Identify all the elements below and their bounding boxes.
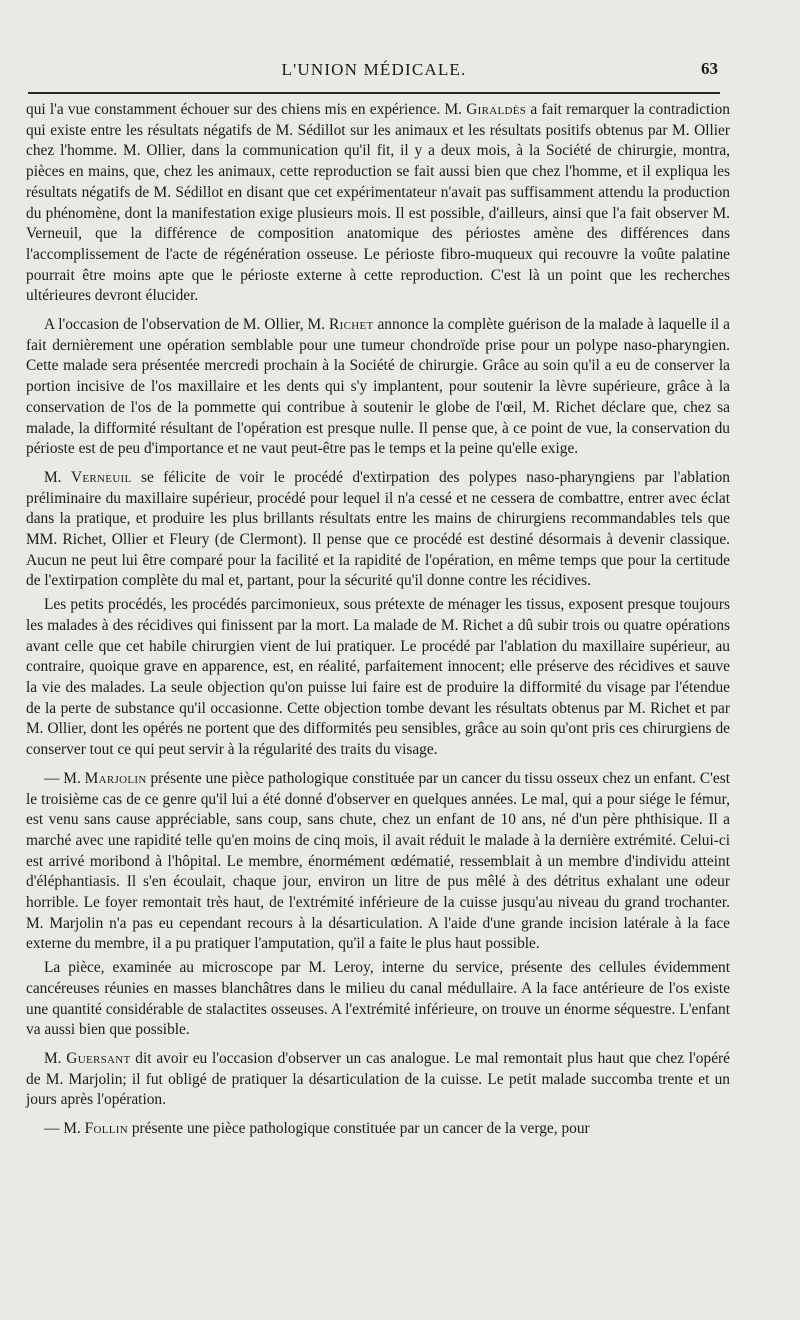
paragraph xyxy=(26,468,730,592)
paragraph xyxy=(26,769,730,955)
paragraph xyxy=(26,958,730,1041)
paragraph-text: présente une pièce pathologique constituée par un cancer du tissu osseux chez un enfant. C'est le troisième cas de ce genre qu'il lui a été donné d'observer en quelques années. Le mal, qui a pour siége le fémur, est venu sans cause appréciable, sans coup, sans chute, chez un enfant de 10 ans, né d'un père phthisique. Il a marché avec une rapidité telle qu'en moins de cinq mois, il avait réduit le malade à la dernière extrémité. Celui-ci est arrivé moribond à l'hôpital. Le membre, énormément œdématié, ressemblait à un membre d'individu atteint d'éléphantiasis. Il s'en écoulait, chaque jour, environ un litre de pus mêlé à des détritus exhalant une odeur horrible. Le foyer remontait très haut, de l'extrémité inférieure de la cuisse jusqu'au niveau du grand trochanter. M. Marjolin n'a pas eu cependant recours à la désarticulation. A l'aide d'une grande incision latérale à la face externe du membre, il a pu pratiquer l'amputation, qu'il a faite le plus haut possible. xyxy=(26,769,730,953)
running-title: L'UNION MÉDICALE. xyxy=(281,60,467,79)
paragraph-text: — M. xyxy=(44,769,85,787)
speaker-name: Richet xyxy=(329,316,374,334)
paragraph xyxy=(26,1049,730,1111)
paragraph xyxy=(26,1119,730,1140)
paragraph-text: A l'occasion de l'observation de M. Ollier, M. xyxy=(44,316,330,334)
speaker-name: Guersant xyxy=(66,1049,131,1067)
paragraph-text: La pièce, examinée au microscope par M. Leroy, interne du service, présente des cellules évidemment cancéreuses réunies en masses blanchâtres dans le milieu du canal médullaire. A la face antérieure de l'os existe une quantité considérable de stalactites osseuses. A l'extrémité inférieure, on trouve un énorme séquestre. L'enfant va aussi bien que possible. xyxy=(26,959,730,1039)
paragraph-text: a fait remarquer la contradiction qui existe entre les résultats négatifs de M. Sédillot sur les animaux et les résultats positifs obtenus par M. Ollier chez l'homme. M. Ollier, dans la communication qu'il fit, il y a deux mois, à la Société de chirurgie, montra, pièces en mains, que, chez les animaux, cette reproduction se fait aussi bien que chez l'homme, et il expliqua les résultats négatifs de M. Sédillot en disant que cet expérimentateur n'avait pas suffisamment attendu la production du phénomène, dont la manifestation exige plusieurs mois. Il est possible, d'ailleurs, ainsi que l'a fait observer M. Verneuil, que la différence de composition anatomique des périostes amène des différences dans l'accomplissement de l'acte de régénération osseuse. Le périoste fibro-muqueux qui recouvre la voûte palatine pourrait être moins apte que le périoste externe à cette reproduction. C'est là un point que les recherches ultérieures devront élucider. xyxy=(26,101,730,305)
paragraph xyxy=(26,315,730,460)
speaker-name: Follin xyxy=(84,1120,128,1138)
speaker-name: Verneuil xyxy=(70,468,132,486)
paragraph-text: — M. xyxy=(44,1120,85,1138)
paragraph-text: Les petits procédés, les procédés parcimonieux, sous prétexte de ménager les tissus, exposent presque toujours les malades à des récidives qui finissent par la mort. La malade de M. Richet a dû subir trois ou quatre opérations avant celle que cet habile chirurgien vient de lui pratiquer. Le procédé par l'ablation du maxillaire supérieur, au contraire, quoique grave en apparence, est, en réalité, parfaitement innocent; elle préserve des récidives et sauve la vie des malades. La seule objection qu'on puisse lui faire est de produire la difformité du visage par l'étendue de la perte de substance qu'il occasionne. Cette objection tombe devant les résultats obtenus par M. Richet et par M. Ollier, dont les opérés ne portent que des difformités peu sensibles, grâce au soin qu'ont pris ces chirurgiens de conserver tout ce qui peut servir à la régularité des traits du visage. xyxy=(26,596,730,759)
paragraph xyxy=(26,100,730,307)
paragraph-text: M. xyxy=(44,1049,67,1067)
page-header xyxy=(28,56,720,86)
speaker-name: Marjolin xyxy=(84,769,147,787)
paragraph xyxy=(26,595,730,761)
paragraph-text: annonce la complète guérison de la malade à laquelle il a fait dernièrement une opération semblable pour une tumeur chondroïde prise pour un polype naso-pharyngien. Cette malade sera présentée mercredi prochain à la Société de chirurgie. Grâce au soin qu'il a eu de conserver la portion incisive de l'os maxillaire et les dents qui s'y implantent, pour soutenir la lèvre supérieure, grâce à la conservation de l'os de la pommette qui contribue à soutenir le globe de l'œil, M. Richet déclare que, chez sa malade, la difformité résultant de l'opération est presque nulle. Il pense que, à ce point de vue, la conservation du périoste est de peu d'importance et ne vaut peut-être pas le temps et la peine qu'elle exige. xyxy=(26,316,730,458)
paragraph-text: se félicite de voir le procédé d'extirpation des polypes naso-pharyngiens par l'ablation préliminaire du maxillaire supérieur, procédé pour lequel il n'a cessé et ne cessera de combattre, entrer avec éclat dans la pratique, et produire les plus brillants résultats entre les mains de chirurgiens recommandables tels que MM. Richet, Ollier et Fleury (de Clermont). Il pense que ce procédé est destiné désormais à devenir classique. Aucun ne peut lui être comparé pour la facilité et la rapidité de l'opération, en même temps que pour la certitude de l'extirpation complète du mal et, partant, pour la sécurité qu'il donne contre les récidives. xyxy=(26,468,730,590)
header-rule xyxy=(28,92,720,94)
paragraph-text: M. xyxy=(44,468,71,486)
page-number: 63 xyxy=(701,59,718,78)
paragraph-text: qui l'a vue constamment échouer sur des chiens mis en expérience. M. xyxy=(26,101,467,118)
paragraph-text: présente une pièce pathologique constituée par un cancer de la verge, pour xyxy=(127,1120,590,1138)
speaker-name: Giraldès xyxy=(466,101,527,118)
paragraph-text: dit avoir eu l'occasion d'observer un cas analogue. Le mal remontait plus haut que chez l'opéré de M. Marjolin; il fut obligé de pratiquer la désarticulation de la cuisse. Le petit malade succomba trente et un jours après l'opération. xyxy=(26,1049,730,1109)
article-body xyxy=(26,100,730,1140)
